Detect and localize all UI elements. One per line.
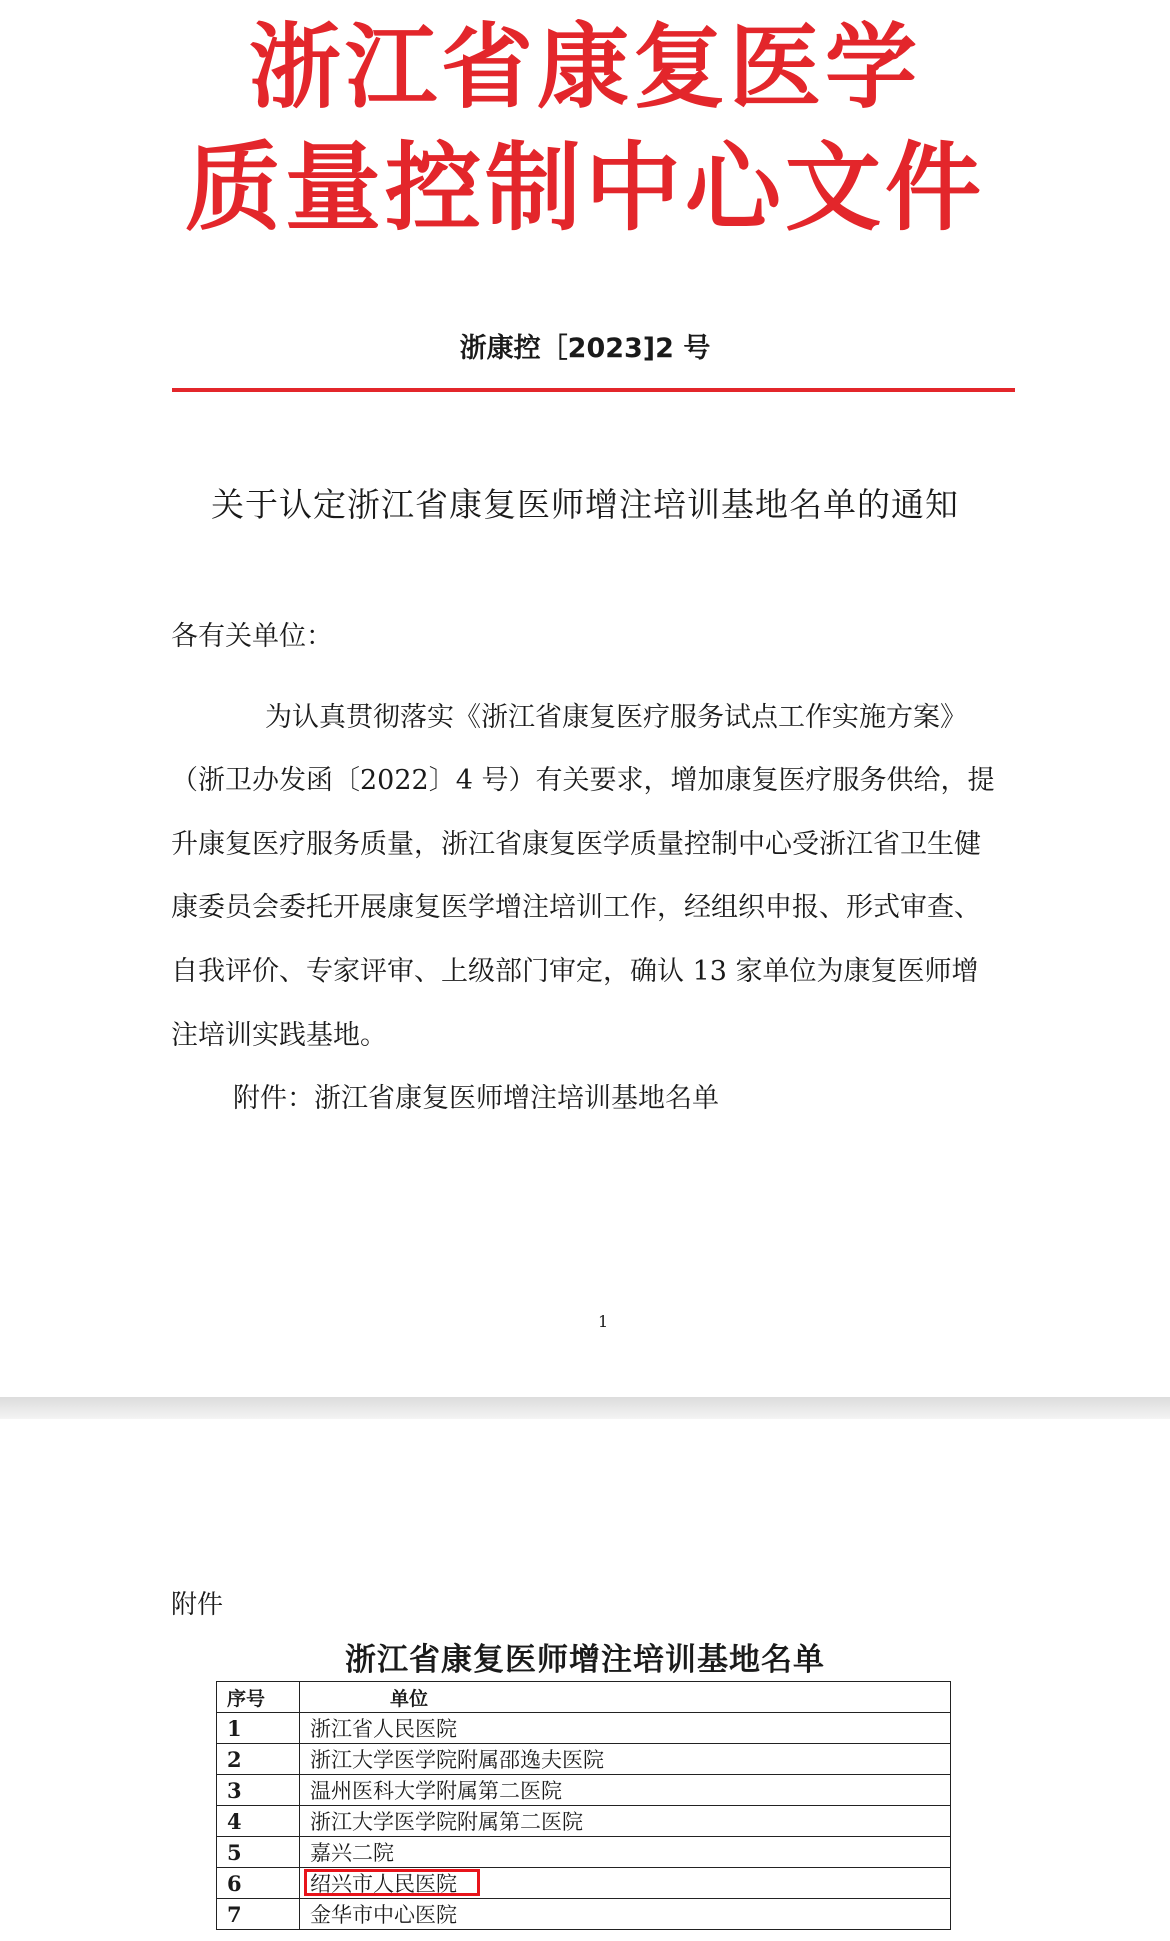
body-line-1: 为认真贯彻落实《浙江省康复医疗服务试点工作实施方案》 xyxy=(265,702,967,733)
notice-title: 关于认定浙江省康复医师增注培训基地名单的通知 xyxy=(211,485,959,524)
row-unit-text: 绍兴市人民医院 xyxy=(310,1872,457,1896)
table-header-row xyxy=(217,1682,951,1713)
page-number: 1 xyxy=(598,1312,609,1331)
masthead-line-1: 浙江省康复医学 xyxy=(248,14,921,121)
page-separator xyxy=(0,1397,1170,1419)
header-unit: 单位 xyxy=(300,1682,951,1713)
red-divider-line xyxy=(172,388,1015,392)
body-line-6: 注培训实践基地。 xyxy=(171,1020,387,1051)
row-unit: 浙江省人民医院 xyxy=(300,1713,951,1744)
row-index: 3 xyxy=(217,1775,300,1806)
row-index: 4 xyxy=(217,1806,300,1837)
salutation: 各有关单位： xyxy=(171,621,333,652)
table-row xyxy=(217,1899,951,1930)
attachment-label: 附件 xyxy=(171,1590,224,1620)
table-row xyxy=(217,1837,951,1868)
document-number: 浙康控［2023]2 号 xyxy=(459,333,711,364)
highlight-box xyxy=(304,1869,480,1896)
body-line-5: 自我评价、专家评审、上级部门审定，确认 13 家单位为康复医师增 xyxy=(171,956,979,987)
row-index: 5 xyxy=(217,1837,300,1868)
row-index: 2 xyxy=(217,1744,300,1775)
row-unit-highlighted xyxy=(300,1868,951,1899)
base-list-table xyxy=(216,1681,951,1930)
row-unit: 温州医科大学附属第二医院 xyxy=(300,1775,951,1806)
masthead-line-2: 质量控制中心文件 xyxy=(185,132,985,244)
header-index: 序号 xyxy=(217,1682,300,1713)
row-unit: 浙江大学医学院附属邵逸夫医院 xyxy=(300,1744,951,1775)
table-row xyxy=(217,1806,951,1837)
table-row xyxy=(217,1713,951,1744)
body-line-4: 康委员会委托开展康复医学增注培训工作，经组织申报、形式审查、 xyxy=(171,892,981,923)
table-row-highlighted xyxy=(217,1868,951,1899)
table-row xyxy=(217,1744,951,1775)
body-line-2: （浙卫办发函〔2022〕4 号）有关要求，增加康复医疗服务供给，提 xyxy=(171,765,995,796)
attachment-note: 附件：浙江省康复医师增注培训基地名单 xyxy=(233,1083,719,1114)
row-unit: 嘉兴二院 xyxy=(300,1837,951,1868)
row-index: 1 xyxy=(217,1713,300,1744)
body-line-3: 升康复医疗服务质量，浙江省康复医学质量控制中心受浙江省卫生健 xyxy=(171,829,981,860)
row-unit: 浙江大学医学院附属第二医院 xyxy=(300,1806,951,1837)
row-index: 7 xyxy=(217,1899,300,1930)
row-index: 6 xyxy=(217,1868,300,1899)
list-title: 浙江省康复医师增注培训基地名单 xyxy=(345,1642,825,1678)
table-row xyxy=(217,1775,951,1806)
row-unit: 金华市中心医院 xyxy=(300,1899,951,1930)
